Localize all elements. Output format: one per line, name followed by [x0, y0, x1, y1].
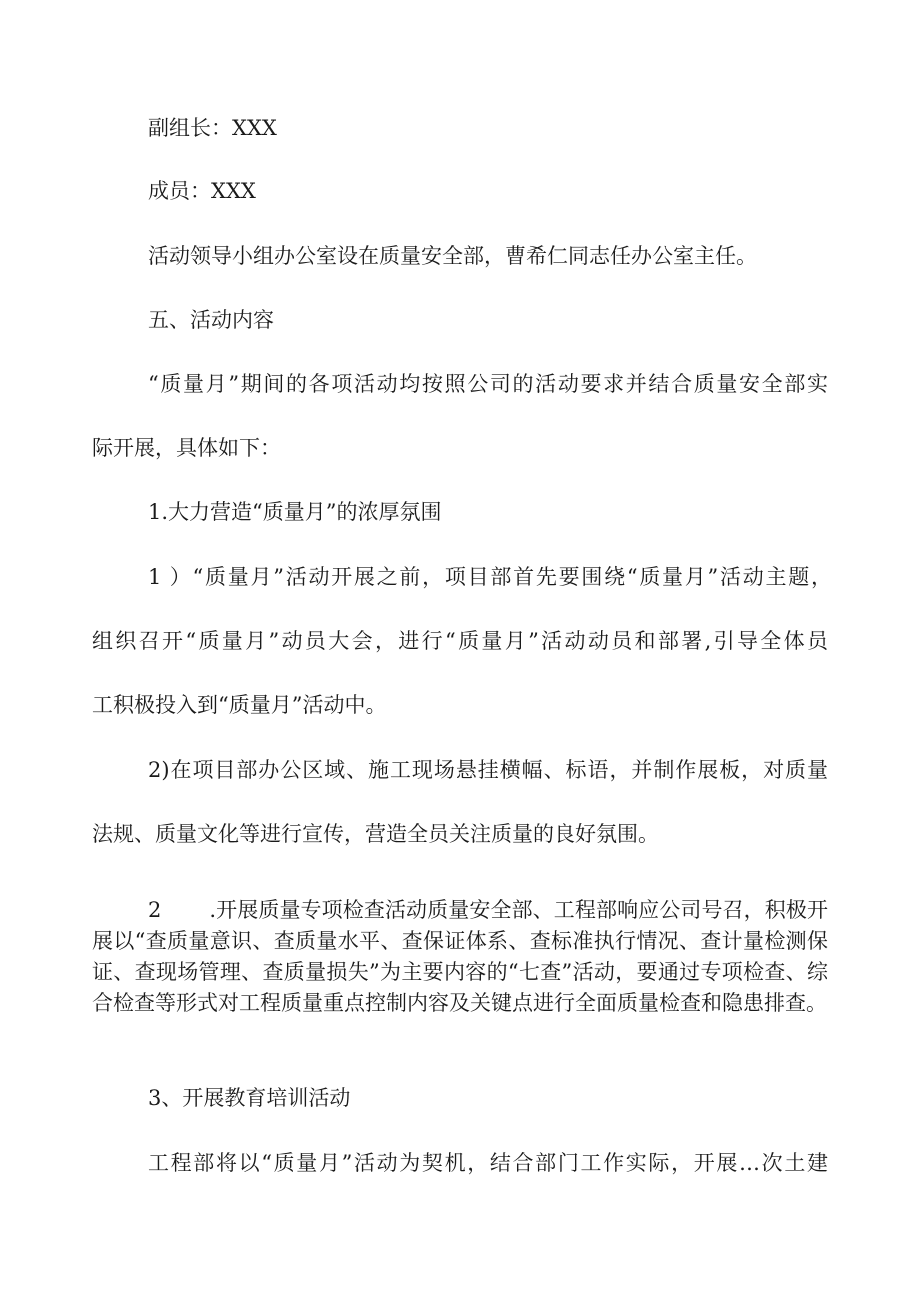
item-2-number: 2: [148, 898, 162, 922]
item-1-para-1-line-2: 组织召开“质量月”动员大会，进行“质量月”活动动员和部署,引导全体员: [92, 629, 828, 653]
intro-paragraph-line-2: 际开展，具体如下：: [92, 436, 281, 460]
item-2-text: .开展质量专项检查活动质量安全部、工程部响应公司号召，积极开展以“查质量意识、查质量水平、查保证体系、查标准执行情况、查计量检测保证、查现场管理、查质量损失”为主要内容的“七查”活动，要通过专项检查、综合检查等形式对工程质量重点控制内容及关键点进行全面质量检查和隐患排查。: [92, 898, 828, 1015]
members-line: 成员：XXX: [148, 179, 256, 203]
deputy-leader-line: 副组长：XXX: [148, 116, 277, 140]
item-1-para-1-line-3: 工积极投入到“质量月”活动中。: [92, 693, 387, 717]
item-2-paragraph: [92, 895, 828, 1019]
item-3-para-1-line-1: 工程部将以“质量月”活动为契机，结合部门工作实际，开展…次土建: [148, 1151, 828, 1175]
item-1-para-2-line-2: 法规、质量文化等进行宣传，营造全员关注质量的良好氛围。: [92, 822, 659, 846]
item-1-para-1-line-1: 1 ）“质量月”活动开展之前，项目部首先要围绕“质量月”活动主题，: [148, 565, 832, 589]
item-3-heading: 3、开展教育培训活动: [148, 1086, 351, 1110]
item-1-heading: 1.大力营造“质量月”的浓厚氛围: [148, 500, 442, 524]
section-5-heading: 五、活动内容: [148, 308, 274, 332]
office-line: 活动领导小组办公室设在质量安全部，曹希仁同志任办公室主任。: [148, 244, 757, 268]
item-1-para-2-line-1: 2)在项目部办公区域、施工现场悬挂横幅、标语，并制作展板，对质量: [148, 758, 828, 782]
intro-paragraph-line-1: “质量月”期间的各项活动均按照公司的活动要求并结合质量安全部实: [148, 372, 828, 396]
